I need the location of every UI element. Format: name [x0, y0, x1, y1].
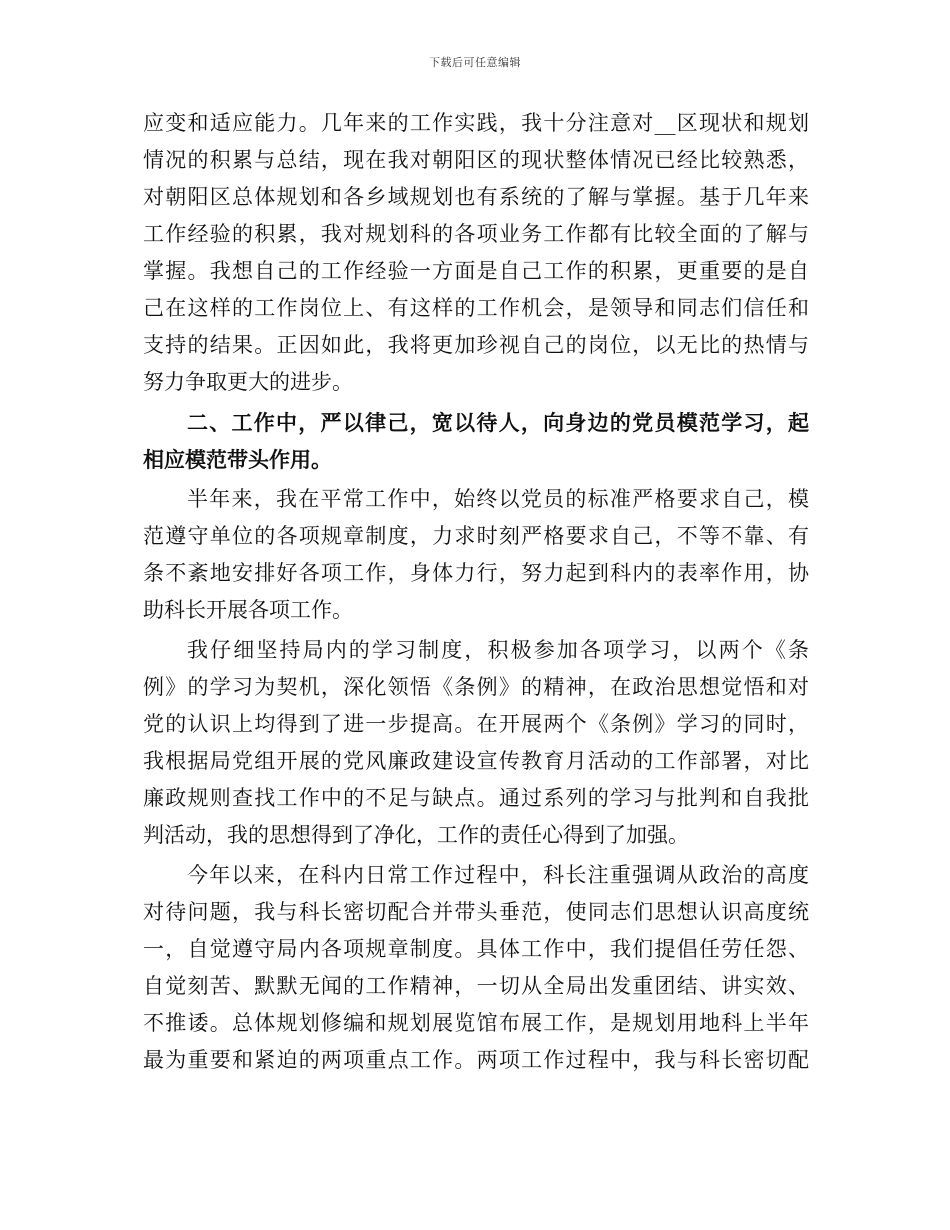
document-body [143, 105, 809, 1079]
text-line: 半年来，我在平常工作中，始终以党员的标准严格要求自己，模 [187, 487, 809, 511]
section-heading-line: 二、工作中，严以律己，宽以待人，向身边的党员模范学习，起 [187, 410, 809, 435]
text-line: 党的认识上均得到了进一步提高。在开展两个《条例》学习的同时， [143, 712, 809, 736]
text-line: 己在这样的工作岗位上、有这样的工作机会，是领导和同志们信任和 [143, 296, 809, 320]
text-line: 判活动，我的思想得到了净化，工作的责任心得到了加强。 [143, 823, 689, 847]
section-heading-line: 相应模范带头作用。 [143, 447, 332, 472]
text-line: 助科长开展各项工作。 [143, 598, 353, 622]
page-header: 下载后可任意编辑 [429, 56, 521, 69]
text-line: 情况的积累与总结，现在我对朝阳区的现状整体情况已经比较熟悉， [143, 148, 809, 172]
text-line: 对待问题，我与科长密切配合并带头垂范，使同志们思想认识高度统 [143, 900, 809, 924]
text-line: 我根据局党组开展的党风廉政建设宣传教育月活动的工作部署，对比 [143, 749, 809, 773]
text-line: 努力争取更大的进步。 [143, 370, 353, 394]
text-line: 最为重要和紧迫的两项重点工作。两项工作过程中，我与科长密切配 [143, 1048, 809, 1072]
text-line: 我仔细坚持局内的学习制度，积极参加各项学习，以两个《条 [187, 638, 809, 662]
text-line: 自觉刻苦、默默无闻的工作精神，一切从全局出发重团结、讲实效、 [143, 974, 809, 998]
text-line: 应变和适应能力。几年来的工作实践，我十分注意对__区现状和规划 [143, 111, 809, 135]
text-line: 今年以来，在科内日常工作过程中，科长注重强调从政治的高度 [187, 863, 809, 887]
text-line: 范遵守单位的各项规章制度，力求时刻严格要求自己，不等不靠、有 [143, 524, 809, 548]
text-line: 例》的学习为契机，深化领悟《条例》的精神，在政治思想觉悟和对 [143, 675, 809, 699]
text-line: 廉政规则查找工作中的不足与缺点。通过系列的学习与批判和自我批 [143, 786, 809, 810]
text-line: 支持的结果。正因如此，我将更加珍视自己的岗位，以无比的热情与 [143, 333, 809, 357]
text-line: 掌握。我想自己的工作经验一方面是自己工作的积累，更重要的是自 [143, 259, 809, 283]
text-line: 不推诿。总体规划修编和规划展览馆布展工作，是规划用地科上半年 [143, 1011, 809, 1035]
text-line: 一，自觉遵守局内各项规章制度。具体工作中，我们提倡任劳任怨、 [143, 937, 809, 961]
text-line: 工作经验的积累，我对规划科的各项业务工作都有比较全面的了解与 [143, 222, 809, 246]
text-line: 对朝阳区总体规划和各乡域规划也有系统的了解与掌握。基于几年来 [143, 185, 809, 209]
text-line: 条不紊地安排好各项工作，身体力行，努力起到科内的表率作用，协 [143, 561, 809, 585]
